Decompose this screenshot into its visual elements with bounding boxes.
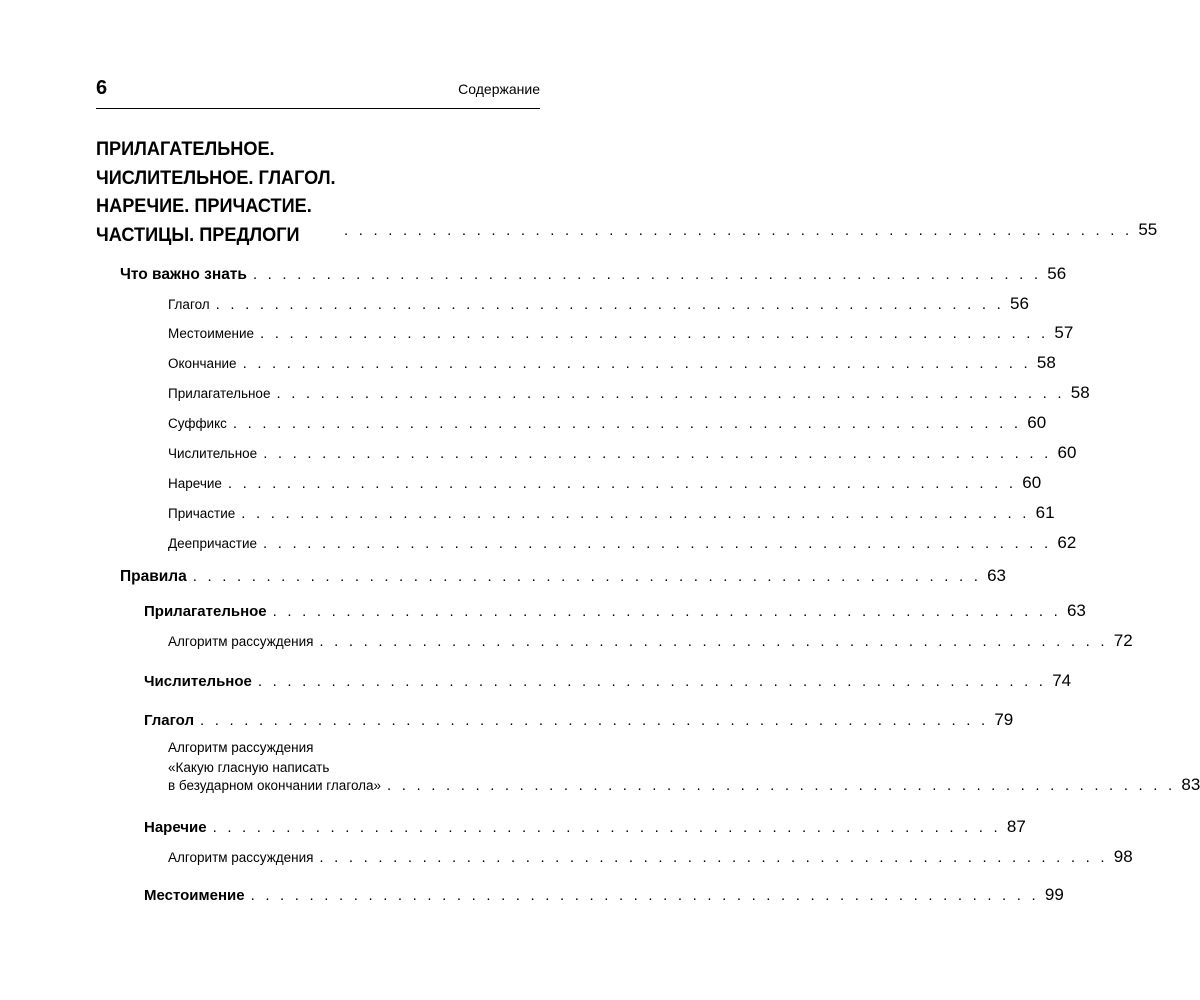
toc-entry-label: Наречие xyxy=(168,476,222,491)
dot-leader: . . . . . . . . . . . . . . . . . . . . . . . . . . . . . . . . . . . . . . . . . . . . . . . . . . . . . . xyxy=(250,887,1039,904)
dot-leader: . . . . . . . . . . . . . . . . . . . . . . . . . . . . . . . . . . . . . . . . . . . . . . . . . . . . . . xyxy=(319,633,1108,650)
dot-leader: . . . . . . . . . . . . . . . . . . . . . . . . . . . . . . . . . . . . . . . . . . . . . . . . . . . . . . xyxy=(276,385,1065,402)
toc-entry-page: 58 xyxy=(1036,353,1056,372)
toc-entry-reasoning-algorithm[interactable] xyxy=(168,631,1133,651)
toc-entry-page: 99 xyxy=(1044,885,1064,904)
toc-entry-adverb-algorithm[interactable] xyxy=(168,847,1133,867)
toc-entry-rules-verb[interactable] xyxy=(144,710,1014,730)
toc-entry-label: Глагол xyxy=(144,712,194,729)
toc-entry-rules-adjective[interactable] xyxy=(144,601,1086,621)
toc-entry-page: 74 xyxy=(1052,671,1072,690)
toc-entry-page: 57 xyxy=(1054,323,1074,342)
dot-leader: . . . . . . . . . . . . . . . . . . . . . . . . . . . . . . . . . . . . . . . . . . . . . . . . . . . . . . xyxy=(215,296,1004,313)
dot-leader: . . . . . . . . . . . . . . . . . . . . . . . . . . . . . . . . . . . . . . . . . . . . . . . . . . . . . . xyxy=(252,266,1042,283)
dot-leader: . . . . . . . . . . . . . . . . . . . . . . . . . . . . . . . . . . . . . . . . . . . . . . . . . . . . . . xyxy=(192,568,982,585)
toc-entry-label-line: «Какую гласную написать xyxy=(168,760,330,775)
dot-leader: . . . . . . . . . . . . . . . . . . . . . . . . . . . . . . . . . . . . . . . . . . . . . . . . . . . . . . xyxy=(232,415,1022,432)
toc-entry-label-line: Алгоритм рассуждения xyxy=(168,740,314,755)
toc-entry-label: Причастие xyxy=(168,506,236,521)
toc-entry-page: 79 xyxy=(994,710,1014,729)
toc-entry-adverb[interactable] xyxy=(168,473,1042,493)
toc-entry-page: 60 xyxy=(1022,473,1042,492)
running-title: Содержание xyxy=(458,81,540,97)
chapter-title-line: ЧАСТИЦЫ. ПРЕДЛОГИ xyxy=(96,223,300,246)
chapter-title-line: ПРИЛАГАТЕЛЬНОЕ. xyxy=(96,138,275,160)
toc-entry-page: 58 xyxy=(1070,383,1090,402)
dot-leader: . . . . . . . . . . . . . . . . . . . . . . . . . . . . . . . . . . . . . . . . . . . . . . . . . . . . . . xyxy=(263,445,1052,462)
toc-entry-page: 62 xyxy=(1057,533,1077,552)
dot-leader: . . . . . . . . . . . . . . . . . . . . . . . . . . . . . . . . . . . . . . . . . . . . . . . . . . . . . . xyxy=(260,325,1049,342)
dot-leader: . . . . . . . . . . . . . . . . . . . . . . . . . . . . . . . . . . . . . . . . . . . . . . . . . . . . . . xyxy=(212,819,1001,836)
chapter-title-line: ЧИСЛИТЕЛЬНОЕ. ГЛАГОЛ. xyxy=(96,166,336,189)
toc-entry-numeral[interactable] xyxy=(168,443,1077,463)
dot-leader: . . . . . . . . . . . . . . . . . . . . . . . . . . . . . . . . . . . . . . . . . . . . . . . . . . . . . . xyxy=(257,673,1047,690)
toc-entry-label: Окончание xyxy=(168,356,237,371)
dot-leader: . . . . . . . . . . . . . . . . . . . . . . . . . . . . . . . . . . . . . . . . . . . . . . . . . . . . . . xyxy=(344,222,1133,239)
toc-entry-page: 60 xyxy=(1027,413,1047,432)
toc-entry-pronoun[interactable] xyxy=(168,323,1074,343)
toc-entry-label: Глагол xyxy=(168,297,210,312)
toc-entry-label: Местоимение xyxy=(144,887,245,904)
toc-entry-page: 98 xyxy=(1113,847,1133,866)
toc-entry-page: 61 xyxy=(1035,503,1055,522)
dot-leader: . . . . . . . . . . . . . . . . . . . . . . . . . . . . . . . . . . . . . . . . . . . . . . . . . . . . . . xyxy=(272,603,1061,620)
toc-entry-label: Числительное xyxy=(168,446,258,461)
page-number: 6 xyxy=(96,77,108,99)
toc-entry-verb-algorithm-text xyxy=(168,738,329,778)
toc-entry-what-to-know[interactable] xyxy=(120,264,1067,284)
toc-entry-label: Алгоритм рассуждения xyxy=(168,634,314,649)
chapter-toc-row[interactable] xyxy=(96,220,1158,240)
toc-entry-rules-pronoun[interactable] xyxy=(144,885,1064,905)
toc-entry-label: Наречие xyxy=(144,819,207,836)
toc-entry-label-line: в безударном окончании глагола» xyxy=(168,778,382,793)
toc-entry-rules-adverb[interactable] xyxy=(144,817,1026,837)
toc-entry-page: 87 xyxy=(1006,817,1026,836)
chapter-title-line: НАРЕЧИЕ. ПРИЧАСТИЕ. xyxy=(96,195,312,217)
toc-entry-label: Суффикс xyxy=(168,416,227,431)
toc-entry-label: Алгоритм рассуждения xyxy=(168,850,314,865)
dot-leader: . . . . . . . . . . . . . . . . . . . . . . . . . . . . . . . . . . . . . . . . . . . . . . . . . . . . . . xyxy=(200,712,989,729)
toc-entry-verb[interactable] xyxy=(168,294,1029,314)
toc-entry-page: 72 xyxy=(1113,631,1133,650)
chapter-page-number: 55 xyxy=(1138,220,1158,239)
toc-entry-label: Числительное xyxy=(144,673,252,690)
toc-entry-page: 63 xyxy=(987,566,1007,585)
toc-entry-suffix[interactable] xyxy=(168,413,1047,433)
toc-entry-label: Деепричастие xyxy=(168,536,258,551)
dot-leader: . . . . . . . . . . . . . . . . . . . . . . . . . . . . . . . . . . . . . . . . . . . . . . . . . . . . . . xyxy=(227,475,1017,492)
dot-leader: . . . . . . . . . . . . . . . . . . . . . . . . . . . . . . . . . . . . . . . . . . . . . . . . . . . . . . xyxy=(242,355,1031,372)
toc-entry-rules[interactable] xyxy=(120,566,1007,586)
toc-entry-page: 83 xyxy=(1181,775,1200,794)
dot-leader: . . . . . . . . . . . . . . . . . . . . . . . . . . . . . . . . . . . . . . . . . . . . . . . . . . . . . . xyxy=(387,777,1176,794)
toc-entry-ending[interactable] xyxy=(168,353,1056,373)
toc-entry-verb-algorithm[interactable] xyxy=(168,775,1200,795)
toc-entry-label: Прилагательное xyxy=(144,603,267,620)
toc-entry-page: 63 xyxy=(1066,601,1086,620)
toc-entry-rules-numeral[interactable] xyxy=(144,671,1072,691)
toc-entry-page: 60 xyxy=(1057,443,1077,462)
toc-entry-label: Что важно знать xyxy=(120,266,247,283)
toc-entry-label: Правила xyxy=(120,568,187,585)
toc-entry-page: 56 xyxy=(1009,294,1029,313)
toc-entry-gerund[interactable] xyxy=(168,533,1077,553)
toc-entry-label: Местоимение xyxy=(168,326,255,341)
header-rule xyxy=(96,108,540,109)
dot-leader: . . . . . . . . . . . . . . . . . . . . . . . . . . . . . . . . . . . . . . . . . . . . . . . . . . . . . . xyxy=(263,535,1052,552)
toc-entry-participle[interactable] xyxy=(168,503,1055,523)
toc-entry-label: Прилагательное xyxy=(168,386,271,401)
dot-leader: . . . . . . . . . . . . . . . . . . . . . . . . . . . . . . . . . . . . . . . . . . . . . . . . . . . . . . xyxy=(241,505,1030,522)
toc-entry-adjective[interactable] xyxy=(168,383,1090,403)
toc-entry-page: 56 xyxy=(1047,264,1067,283)
dot-leader: . . . . . . . . . . . . . . . . . . . . . . . . . . . . . . . . . . . . . . . . . . . . . . . . . . . . . . xyxy=(319,849,1108,866)
